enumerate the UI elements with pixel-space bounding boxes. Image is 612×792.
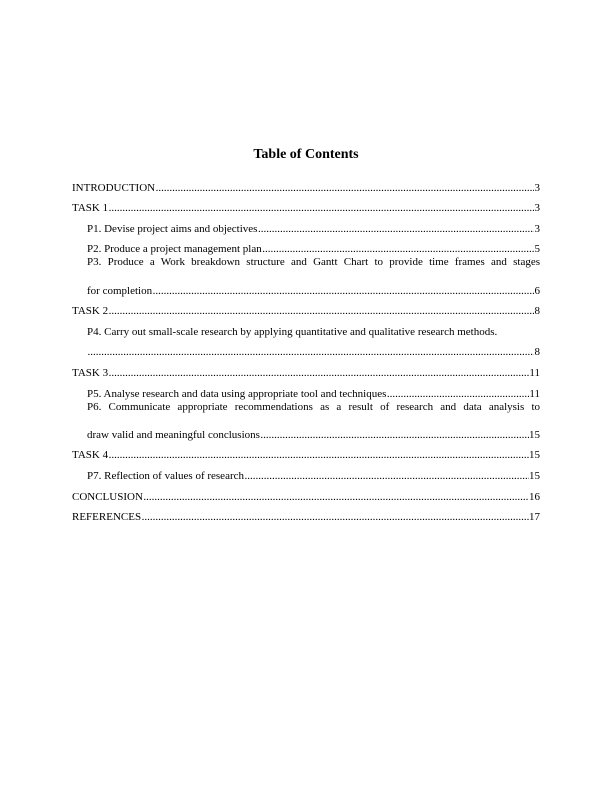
toc-page-number: 15 — [529, 469, 540, 482]
dot-leader — [142, 511, 529, 524]
toc-page-number: 3 — [534, 222, 540, 235]
toc-entry-p4-line-1[interactable] — [72, 318, 540, 339]
toc-entry-p4-line-2[interactable] — [72, 339, 540, 360]
toc-entry-p3-line-1[interactable] — [72, 256, 540, 277]
toc-entry-task-2[interactable] — [72, 298, 540, 319]
dot-leader — [262, 243, 534, 256]
toc-entry-task-3[interactable] — [72, 359, 540, 380]
dot-leader — [156, 182, 534, 195]
toc-entry-references[interactable] — [72, 504, 540, 525]
toc-page-number: 3 — [534, 181, 540, 194]
toc-page-number: 11 — [529, 366, 540, 379]
toc-title: Table of Contents — [253, 147, 359, 162]
dot-leader — [153, 285, 534, 298]
toc-page-number: 16 — [529, 490, 540, 503]
dot-leader — [143, 491, 528, 504]
toc-entry-p2[interactable] — [72, 236, 540, 257]
toc-entry-label: TASK 4 — [72, 449, 109, 462]
dot-leader — [109, 449, 529, 462]
dot-leader — [258, 223, 534, 236]
toc-entry-p7[interactable] — [72, 462, 540, 483]
toc-page-number: 17 — [529, 511, 540, 524]
toc-entry-introduction[interactable] — [72, 174, 540, 195]
toc-entry-p6-line-2[interactable] — [72, 421, 540, 442]
toc-entry-label: P1. Devise project aims and objectives — [87, 222, 258, 235]
toc-page-number: 8 — [534, 346, 540, 359]
toc-page-number: 11 — [529, 387, 540, 400]
dot-leader — [387, 388, 529, 401]
toc-entry-label: draw valid and meaningful conclusions — [87, 428, 260, 441]
toc-entry-p6-line-1[interactable] — [72, 401, 540, 422]
dot-leader — [109, 367, 529, 380]
dot-leader — [245, 470, 529, 483]
toc-entry-label: P2. Produce a project management plan — [87, 243, 262, 256]
toc-entry-task-1[interactable] — [72, 195, 540, 216]
toc-entry-label: CONCLUSION — [72, 490, 143, 503]
toc-entry-label: P5. Analyse research and data using appropriate tool and techniques — [87, 387, 387, 400]
dot-leader — [109, 202, 534, 215]
toc-page-number: 15 — [529, 428, 540, 441]
table-of-contents — [72, 174, 540, 524]
toc-entry-conclusion[interactable] — [72, 483, 540, 504]
toc-page-number: 5 — [534, 243, 540, 256]
toc-entry-label: for completion — [87, 284, 153, 297]
toc-entry-label: P4. Carry out small-scale research by applying quantitative and qualitative research methods. — [87, 325, 498, 338]
toc-entry-label: P6. Communicate appropriate recommendations as a result of research and data analysis to — [87, 400, 540, 413]
toc-entry-label: P7. Reflection of values of research — [87, 469, 244, 482]
toc-page-number: 6 — [534, 284, 540, 297]
toc-page-number: 8 — [534, 305, 540, 318]
toc-entry-label: TASK 2 — [72, 305, 109, 318]
dot-leader — [109, 305, 534, 318]
toc-page-number: 3 — [534, 202, 540, 215]
toc-entry-p3-line-2[interactable] — [72, 277, 540, 298]
toc-entry-label: TASK 1 — [72, 202, 109, 215]
toc-entry-label: TASK 3 — [72, 366, 109, 379]
dot-leader — [88, 346, 535, 359]
toc-entry-label: P3. Produce a Work breakdown structure and Gantt Chart to provide time frames and stages — [87, 256, 540, 269]
toc-entry-label: INTRODUCTION — [72, 181, 156, 194]
toc-entry-label: REFERENCES — [72, 511, 142, 524]
dot-leader — [260, 429, 528, 442]
toc-entry-p5[interactable] — [72, 380, 540, 401]
toc-entry-p1[interactable] — [72, 215, 540, 236]
toc-entry-task-4[interactable] — [72, 442, 540, 463]
toc-page-number: 15 — [529, 449, 540, 462]
